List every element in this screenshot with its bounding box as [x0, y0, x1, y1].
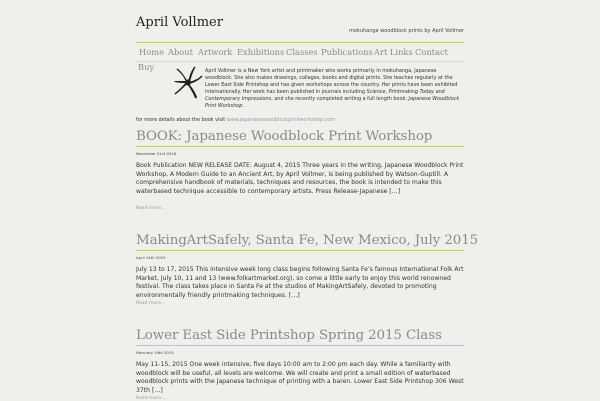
read-more-link[interactable]: Read more... [136, 206, 166, 211]
nav-classes[interactable]: Classes [286, 47, 318, 57]
bio-book-title: Japanese Woodblock Print Workshop [205, 96, 460, 109]
author-bio [205, 68, 463, 110]
post-date: November 01st 2016 [136, 151, 177, 156]
post-title[interactable]: BOOK: Japanese Woodblock Print Workshop [136, 129, 433, 144]
nav-about[interactable]: About [168, 47, 193, 57]
post-excerpt: July 13 to 17, 2015 This intensive week long class begins following Santa Fe’s famous International Folk Art Market, July 10, 11 and 13 (www.folkartmarket.org), so come a little early to enjoy this world renowned festival. The class takes place in Santa Fe at the studios of MakingArtSafely, devoted to promoting environmentally friendly printmaking techniques. […] [136, 266, 464, 299]
post-excerpt: Book Publication NEW RELEASE DATE: August 4, 2015 Three years in the writing, Japanese Woodblock Print Workshop, A Modern Guide to an Ancient Art, by April Vollmer, is being published by Watson-Guptill. A comprehensive handbook of materials, techniques and resources, the book is intended to make this waterbased technique accessible to contemporary artists. Press Release-Japanese […] [136, 162, 464, 195]
book-website-link[interactable]: www.japanesewoodblockprintworkshop.com [226, 117, 336, 123]
post-excerpt: May 11-15, 2015 One week intensive, five days 10:00 am to 2:00 pm each day. While a familiarity with woodblock will be useful, all levels are welcome. We will create and print a small edition of waterbased woodblock prints with the Japanese technique of printing with a baren. Lower East Side Printshop 306 West 37th […] [136, 361, 464, 394]
nav-contact[interactable]: Contact [415, 47, 448, 57]
bio-journals: Science, Printmaking Today and Contemporary Impressions [205, 89, 445, 102]
post-title-divider [136, 250, 464, 251]
post-title[interactable]: Lower East Side Printshop Spring 2015 Class [136, 328, 442, 343]
nav-exhibitions[interactable]: Exhibitions [237, 47, 285, 57]
nav-home[interactable]: Home [139, 47, 165, 57]
post-date: February 19th 2015 [136, 350, 174, 355]
bio-text: April Vollmer is a New York artist and printmaker who works primarily in mokuhanga, Japanese woodblock. She also makes drawings, collages, books and digital prints. She teaches regularly at the Lower East Side Printshop and has given workshops across the country. Her prints have been exhibited internationally. Her work has been published in journals including [205, 68, 458, 95]
nav-bottom-divider [136, 61, 464, 62]
bio-text: , and she recently completed writing a full length book: [271, 96, 409, 102]
site-tagline: mokuhanga woodblock prints by April Vollmer [349, 28, 464, 34]
nav-artwork[interactable]: Artwork [198, 47, 233, 57]
post-title[interactable]: MakingArtSafely, Santa Fe, New Mexico, July 2015 [136, 233, 479, 248]
nav-buy[interactable]: Buy [138, 62, 155, 72]
post-title-divider [136, 146, 464, 147]
read-more-link[interactable]: Read more... [136, 301, 166, 306]
bio-more-text: for more details about the book visit [136, 117, 227, 123]
read-more-link[interactable]: Read more... [136, 396, 166, 401]
post-title-divider [136, 345, 464, 346]
nav-top-divider [136, 42, 464, 43]
nav-publications[interactable]: Publications [321, 47, 373, 57]
nav-art-links[interactable]: Art Links [374, 47, 413, 57]
bio-book-details [136, 117, 464, 123]
bio-text: . [242, 103, 244, 109]
star-woodcut-icon [173, 65, 203, 100]
post-date: April 14th 2015 [136, 255, 166, 260]
site-title[interactable]: April Vollmer [136, 15, 223, 30]
